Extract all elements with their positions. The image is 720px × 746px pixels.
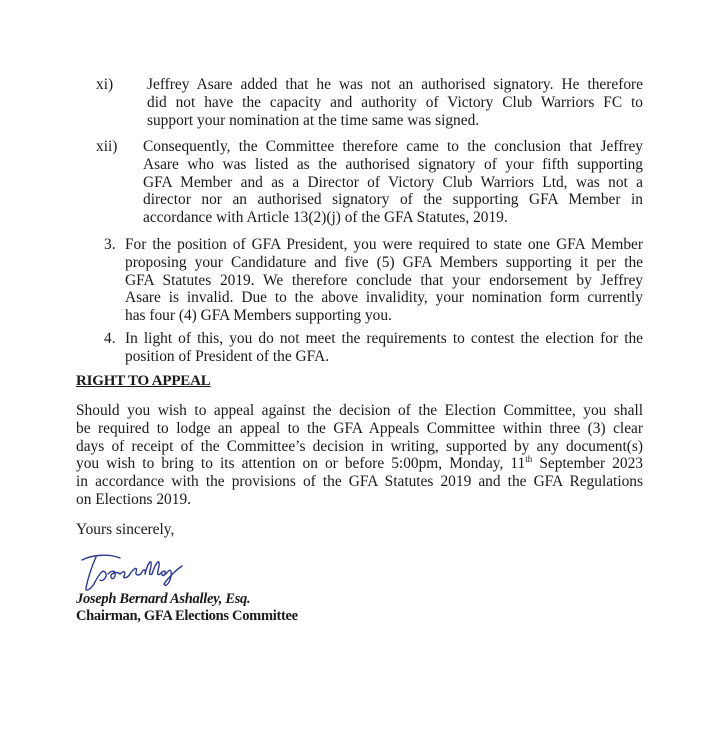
date-text: you wish to bring to its attention on or before 5:00pm, Monday, 11	[76, 455, 526, 473]
item-xi-text	[147, 76, 643, 129]
text-line: director nor an authorised signatory of the supporting GFA Member in	[143, 191, 643, 209]
signatory-name: Joseph Bernard Ashalley, Esq.	[76, 591, 251, 607]
item-marker-4: 4.	[104, 330, 116, 347]
text-line: Should you wish to appeal against the decision of the Election Committee, you shall	[76, 402, 643, 419]
text-line: accordance with Article 13(2)(j) of the GFA Statutes, 2019.	[143, 209, 508, 227]
appeal-heading: RIGHT TO APPEAL	[76, 373, 211, 389]
item-xii-text	[143, 138, 643, 227]
item-marker-xi: xi)	[96, 76, 114, 93]
text-line: in accordance with the provisions of the GFA Statutes 2019 and the GFA Regulations	[76, 473, 643, 491]
text-line: has four (4) GFA Members supporting you.	[125, 307, 392, 325]
text-line: GFA Statutes 2019. We therefore conclude that your endorsement by Jeffrey	[125, 271, 643, 289]
text-line: proposing your Candidature and five (5) GFA Members supporting it per the	[125, 253, 643, 271]
closing-salutation: Yours sincerely,	[76, 521, 175, 538]
text-line-date	[76, 455, 643, 473]
text-line: GFA Member and as a Director of Victory Club Warriors Ltd, was not a	[143, 173, 643, 191]
text-line: position of President of the GFA.	[125, 347, 330, 365]
text-line: In light of this, you do not meet the requirements to contest the election for the	[125, 330, 643, 347]
signature-image	[74, 548, 194, 596]
text-line: days of receipt of the Committee’s decision in writing, supported by any document(s)	[76, 437, 643, 455]
item-marker-xii: xii)	[96, 138, 118, 155]
date-ordinal: th	[525, 454, 533, 465]
text-line: For the position of GFA President, you were required to state one GFA Member	[125, 236, 643, 253]
text-line: Jeffrey Asare added that he was not an authorised signatory. He therefore	[147, 76, 643, 93]
text-line: Consequently, the Committee therefore came to the conclusion that Jeffrey	[143, 138, 643, 155]
item-3-text	[125, 236, 643, 325]
signatory-title: Chairman, GFA Elections Committee	[76, 608, 298, 624]
appeal-paragraph	[76, 402, 643, 509]
text-line: on Elections 2019.	[76, 490, 191, 508]
text-line: Asare is invalid. Due to the above invalidity, your nomination form currently	[125, 289, 643, 307]
item-4-text	[125, 330, 643, 366]
text-line: support your nomination at the time same was signed.	[147, 111, 480, 129]
item-marker-3: 3.	[104, 236, 116, 253]
date-month-year: September 2023	[532, 455, 643, 473]
text-line: Asare who was listed as the authorised signatory of your fifth supporting	[143, 155, 643, 173]
text-line: be required to lodge an appeal to the GFA Appeals Committee within three (3) clear	[76, 419, 643, 437]
text-line: did not have the capacity and authority of Victory Club Warriors FC to	[147, 93, 643, 111]
